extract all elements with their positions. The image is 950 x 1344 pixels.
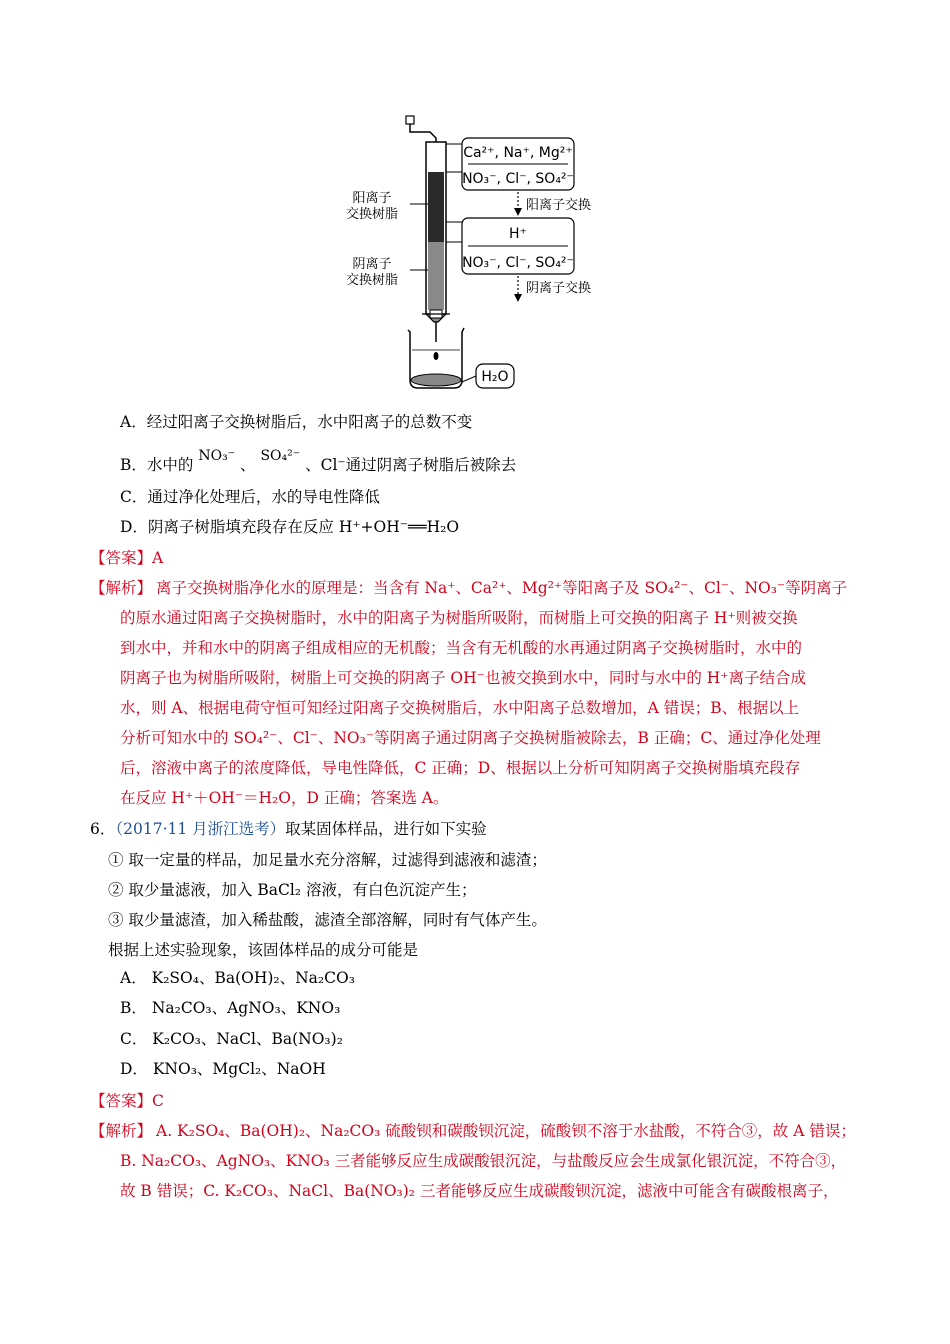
q5-analysis-line: 在反应 H⁺＋OH⁻＝H₂O，D 正确；答案选 A。 [120,789,449,807]
q5-option-b-no3: NO₃⁻ [198,448,236,464]
q6-analysis-line: 故 B 错误；C. K₂CO₃、NaCl、Ba(NO₃)₂ 三者能够反应生成碳酸钡沉淀，滤液中可能含有碳酸根离子， [120,1182,839,1200]
q5-analysis-line: 后，溶液中离子的浓度降低，导电性降低，C 正确；D、根据以上分析可知阴离子交换树脂填充段存 [120,759,801,777]
q6-analysis-label: 【解析】 [90,1122,153,1140]
ion-exchange-diagram [330,110,630,400]
q5-option-b-suffix: 、Cl⁻通过阴离子树脂后被除去 [305,456,517,474]
h2o-label: H₂O [481,369,509,385]
q5-analysis-line: 到水中，并和水中的阴离子组成相应的无机酸；当含有无机酸的水再通过阴离子交换树脂时，水中的 [120,639,803,657]
q6-option: C． K₂CO₃、NaCl、Ba(NO₃)₂ [120,1030,343,1048]
q6-step: ② 取少量滤液，加入 BaCl₂ 溶液，有白色沉淀产生； [108,881,477,899]
q5-analysis-line: 水，则 A、根据电荷守恒可知经过阳离子交换树脂后，水中阳离子总数增加，A 错误；B、根据以上 [120,699,800,717]
anion-resin-label-1: 阴离子 [352,257,392,272]
q6-analysis-line: A. K₂SO₄、Ba(OH)₂、Na₂CO₃ 硫酸钡和碳酸钡沉淀，硫酸钡不溶于水盐酸，不符合③，故 A 错误； [156,1122,856,1140]
anion-resin [428,242,444,310]
q6-header [90,819,487,839]
q6-option: A． K₂SO₄、Ba(OH)₂、Na₂CO₃ [120,969,355,987]
water-drop [434,352,439,360]
cation-resin-label-1: 阳离子 [352,191,392,206]
q5-option-c: C．通过净化处理后，水的导电性降低 [120,488,380,506]
q6-analysis-line: B. Na₂CO₃、AgNO₃、KNO₃ 三者能够反应生成碳酸银沉淀，与盐酸反应会生成氯化银沉淀，不符合③， [120,1152,847,1170]
q6-source: （2017·11 月浙江选考） [115,820,286,838]
q5-analysis-line: 阴离子也为树脂所吸附，树脂上可交换的阴离子 OH⁻也被交换到水中，同时与水中的 H⁺离子结合成 [120,669,806,687]
q5-analysis-line: 分析可知水中的 SO₄²⁻、Cl⁻、NO₃⁻等阴离子通过阴离子交换树脂被除去，B 正确；C、通过净化处理 [120,729,821,747]
arrow1-label: 阳离子交换 [526,198,592,213]
q5-option-b-sep: 、 [240,456,256,474]
q5-option-a: A．经过阳离子交换树脂后，水中阳离子的总数不变 [120,413,473,431]
q6-option: B． Na₂CO₃、AgNO₃、KNO₃ [120,999,341,1017]
arrow2-label: 阴离子交换 [526,281,592,296]
box2-cations: H⁺ [509,226,527,242]
q5-answer: 【答案】A [90,549,164,567]
q5-option-b [120,448,517,476]
q6-option: D． KNO₃、MgCl₂、NaOH [120,1060,326,1078]
box1-cations: Ca²⁺, Na⁺, Mg²⁺ [463,145,573,161]
q6-question: 根据上述实验现象，该固体样品的成分可能是 [108,941,419,959]
beaker-water [411,374,461,386]
arrow-1 [514,208,522,216]
box2-anions: NO₃⁻, Cl⁻, SO₄²⁻ [462,255,574,271]
q5-analysis-line: 的原水通过阳离子交换树脂时，水中的阳离子为树脂所吸附，而树脂上可交换的阳离子 H⁺则被交换 [120,609,798,627]
q5-option-d: D．阴离子树脂填充段存在反应 H⁺+OH⁻══H₂O [120,518,460,536]
q6-step: ① 取一定量的样品，加足量水充分溶解，过滤得到滤液和滤渣； [108,851,547,869]
q6-answer: 【答案】C [90,1092,164,1110]
cation-resin-label-2: 交换树脂 [345,207,399,222]
q5-option-b-so4: SO₄²⁻ [260,448,301,464]
inlet-tip [406,116,414,124]
box1-anions: NO₃⁻, Cl⁻, SO₄²⁻ [462,171,574,187]
q6-number: 6． [90,820,116,838]
cation-resin [428,172,444,242]
q5-analysis-line: 离子交换树脂净化水的原理是：当含有 Na⁺、Ca²⁺、Mg²⁺等阳离子及 SO₄²⁻、Cl⁻、NO₃⁻等阴离子 [156,579,848,597]
arrow-2 [514,294,522,302]
anion-resin-label-2: 交换树脂 [345,273,399,288]
q5-analysis-label: 【解析】 [90,579,153,597]
q6-stem: 取某固体样品，进行如下实验 [285,820,487,838]
q6-step: ③ 取少量滤渣，加入稀盐酸，滤渣全部溶解，同时有气体产生。 [108,911,547,929]
q5-option-b-prefix: B．水中的 [120,456,194,474]
